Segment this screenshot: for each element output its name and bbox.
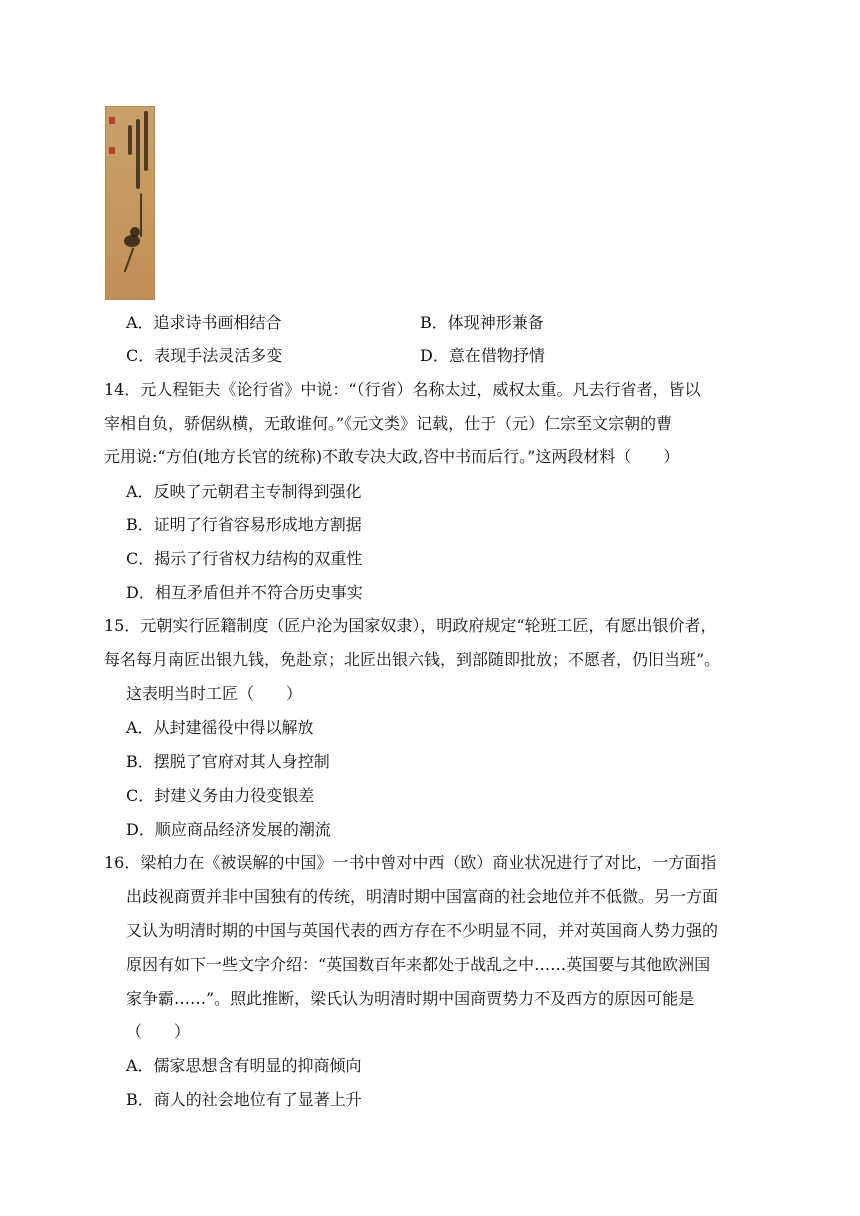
q13-option-c: C．表现手法灵活多变 bbox=[126, 346, 283, 365]
ink-stem bbox=[140, 193, 142, 237]
q16-stem-line: 出歧视商贾并非中国独有的传统，明清时期中国富商的社会地位并不低微。另一方面 bbox=[126, 887, 719, 906]
q13-option-b: B．体现神形兼备 bbox=[420, 313, 544, 332]
q15-stem-line: 这表明当时工匠（ ） bbox=[126, 684, 303, 703]
q13-option-a: A．追求诗书画相结合 bbox=[126, 313, 282, 332]
q15-option-d: D．顺应商品经济发展的潮流 bbox=[126, 820, 331, 839]
seal-mark bbox=[109, 147, 115, 154]
q16-option-a: A．儒家思想含有明显的抑商倾向 bbox=[126, 1056, 362, 1075]
q16-stem-line: 原因有如下一些文字介绍：“英国数百年来都处于战乱之中……英国要与其他欧洲国 bbox=[126, 955, 711, 974]
calligraphy-column bbox=[136, 119, 140, 189]
q15-option-b: B．摆脱了官府对其人身控制 bbox=[126, 752, 330, 771]
q14-stem-line: 14．元人程钜夫《论行省》中说：“（行省）名称太过，威权太重。凡去行省者，皆以 bbox=[104, 380, 701, 399]
q15-option-c: C．封建义务由力役变银差 bbox=[126, 786, 315, 805]
calligraphy-column bbox=[128, 125, 132, 155]
q16-stem-line: 16．梁柏力在《被误解的中国》一书中曾对中西（欧）商业状况进行了对比，一方面指 bbox=[104, 853, 717, 872]
q15-option-a: A．从封建徭役中得以解放 bbox=[126, 718, 314, 737]
q15-stem-line: 每名每月南匠出银九钱，免赴京；北匠出银六钱，到部随即批放；不愿者，仍旧当班”。 bbox=[104, 650, 721, 669]
ink-plant bbox=[130, 227, 140, 237]
ink-painting-image bbox=[105, 106, 155, 300]
seal-mark bbox=[109, 117, 115, 124]
q13-option-d: D．意在借物抒情 bbox=[420, 346, 545, 365]
q14-option-b: B．证明了行省容易形成地方割据 bbox=[126, 515, 362, 534]
q16-option-b: B．商人的社会地位有了显著上升 bbox=[126, 1090, 362, 1109]
q14-option-d: D．相互矛盾但并不符合历史事实 bbox=[126, 583, 363, 602]
q14-option-c: C．揭示了行省权力结构的双重性 bbox=[126, 549, 363, 568]
q16-stem-line: 又认为明清时期的中国与英国代表的西方存在不少明显不同，并对英国商人势力强的 bbox=[126, 921, 719, 940]
q14-stem-line: 宰相自负，骄倨纵横，无敢谁何。”《元文类》记载，仕于（元）仁宗至文宗朝的曹 bbox=[104, 414, 673, 433]
ink-plant bbox=[124, 235, 140, 247]
q15-stem-line: 15．元朝实行匠籍制度（匠户沦为国家奴隶），明政府规定“轮班工匠，有愿出银价者， bbox=[104, 616, 717, 635]
ink-stem bbox=[124, 247, 135, 272]
q16-stem-line: （ ） bbox=[126, 1022, 191, 1041]
q14-option-a: A．反映了元朝君主专制得到强化 bbox=[126, 482, 362, 501]
q16-stem-line: 家争霸……”。照此推断，梁氏认为明清时期中国商贾势力不及西方的原因可能是 bbox=[126, 989, 695, 1008]
calligraphy-column bbox=[144, 111, 148, 171]
q14-stem-line: 元用说:“方伯(地方长官的统称)不敢专决大政,咨中书而后行。”这两段材料（ ） bbox=[104, 447, 680, 466]
